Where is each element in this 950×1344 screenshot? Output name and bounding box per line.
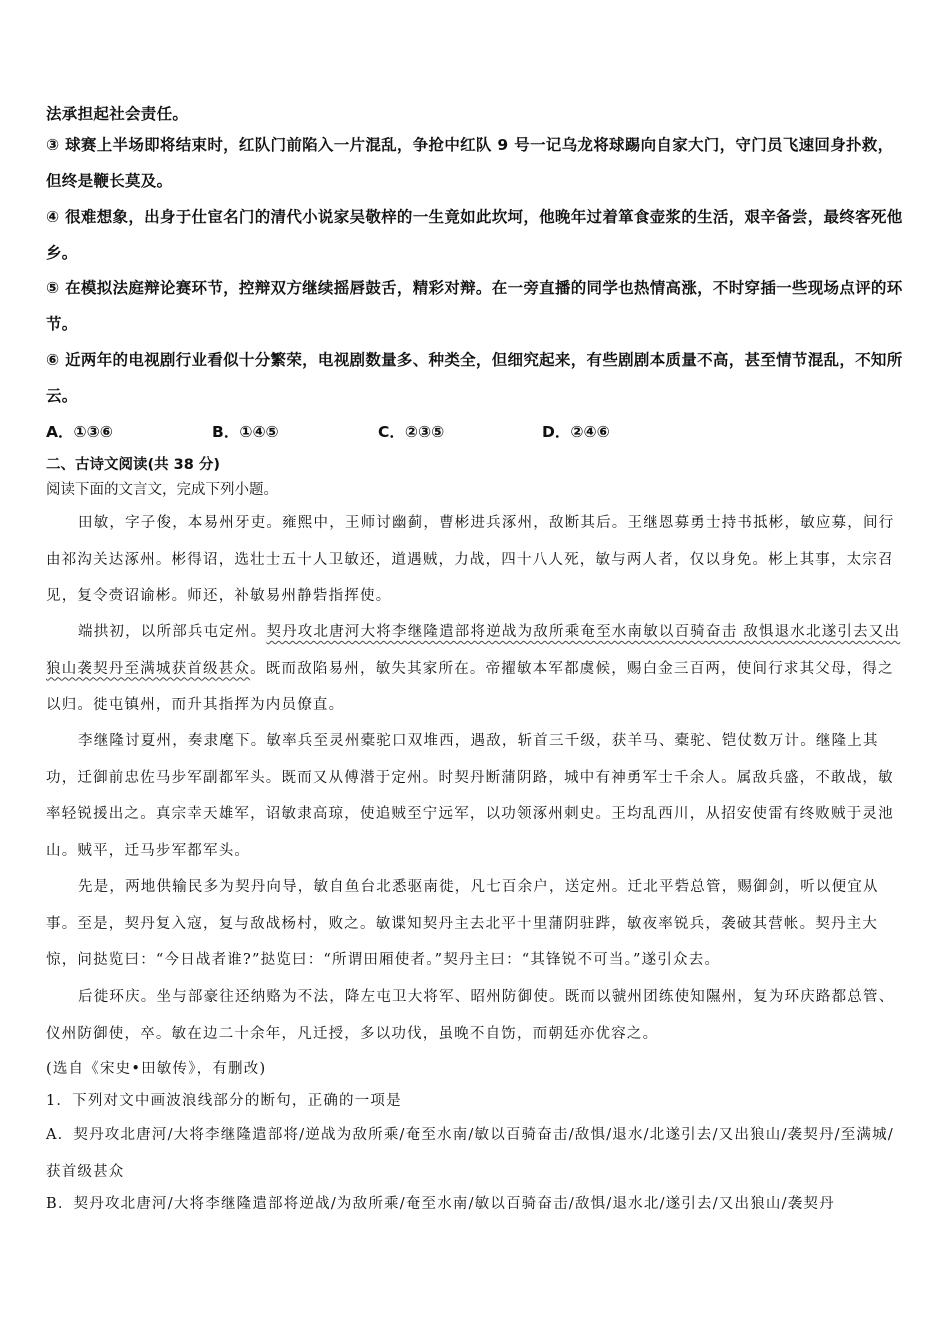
wavy-underlined-passage: 契丹攻北唐河大将李继隆遣部将逆战为敌所乘奄至水南敏以百骑奋击 敌惧退水北遂引去又出狼山袭契丹至满城获首级甚众 [46,624,901,677]
paragraph-2-rest: 。既而敌陷易州，敏失其家所在。帝擢敏本军都虞候，赐白金三百两，使间行求其父母，得之以归。徙屯镇州，而升其指挥为内员僚直。 [46,660,894,713]
paragraph-2-lead: 端拱初，以所部兵屯定州。 [78,624,267,640]
passage-paragraph-3: 李继隆讨夏州，奏隶麾下。敏率兵至灵州橐驼口双堆西，遇敌，斩首三千级，获羊马、橐驼、铠仗数万计。继隆上其功，迁御前忠佐马步军副都军头。既而又从傅潜于定州。时契丹断蒲阴路，城中有神勇军士千余人。属敌兵盛，不敢战，敏率轻锐援出之。真宗幸天雄军，诏敏隶高琼，使追贼至宁远军，以功领涿州刺史。王均乱西川，从招安使雷有终败贼于灵池山。贼平，迁马步军都军头。 [46,733,894,859]
question-option-a[interactable]: A．契丹攻北唐河/大将李继隆遣部将/逆战为敌所乘/奄至水南/敏以百骑奋击/敌惧/退水/北遂引去/又出狼山/袭契丹/至满城/获首级甚众 [46,1127,894,1180]
question-option-b[interactable]: B．契丹攻北唐河/大将李继隆遣部将逆战/为敌所乘/奄至水南/敏以百骑奋击/敌惧/退水北/遂引去/又出狼山/袭契丹 [46,1196,835,1212]
previous-item-tail: 法承担起社会责任。 [46,105,189,123]
sentence-item-3: ③ 球赛上半场即将结束时，红队门前陷入一片混乱，争抢中红队 9 号一记乌龙将球踢向自家大门，守门员飞速回身扑救，但终是鞭长莫及。 [46,136,894,190]
section-instruction: 阅读下面的文言文，完成下列小题。 [46,482,278,498]
passage-paragraph-5: 后徙环庆。坐与部豪往还纳赂为不法，降左屯卫大将军、昭州防御使。既而以虢州团练使知隰州，复为环庆路都总管、仪州防御使，卒。敏在边二十余年，凡迁授，多以功伐，虽晚不自饬，而朝廷亦优容之。 [46,989,895,1042]
passage-paragraph-1: 田敏，字子俊，本易州牙吏。雍熙中，王师讨幽蓟，曹彬进兵涿州，敌断其后。王继恩募勇士持书抵彬，敏应募，间行由祁沟关达涿州。彬得诏，选壮士五十人卫敏还，道遇贼，力战，四十八人死，敏与两人者，仅以身免。彬上其事，太宗召见，复令赍诏谕彬。师还，补敏易州静砦指挥使。 [46,515,895,604]
answer-choices [46,416,746,448]
choice-a[interactable]: A．①③⑥ [46,423,113,441]
passage-paragraph-4: 先是，两地供输民多为契丹向导，敏自鱼台北悉驱南徙，凡七百余户，送定州。迁北平砦总管，赐御剑，听以便宜从事。至是，契丹复入寇，复与敌战杨村，败之。敏谍知契丹主去北平十里蒲阴驻跸，敏夜率锐兵，袭破其营帐。契丹主大惊，问挞览曰：“今日战者谁?”挞览曰：“所谓田厢使者。”契丹主曰：“其锋锐不可当。”遂引众去。 [46,879,879,968]
sentence-item-4: ④ 很难想象，出身于仕宦名门的清代小说家吴敬梓的一生竟如此坎坷，他晚年过着箪食壶浆的生活，艰辛备尝，最终客死他乡。 [46,208,903,262]
sentence-item-5: ⑤ 在模拟法庭辩论赛环节，控辩双方继续摇唇鼓舌，精彩对辩。在一旁直播的同学也热情高涨，不时穿插一些现场点评的环节。 [46,279,903,333]
choice-b[interactable]: B．①④⑤ [212,423,279,441]
choice-c[interactable]: C．②③⑤ [378,423,445,441]
passage-paragraph-2 [46,614,908,724]
question-stem: 1．下列对文中画波浪线部分的断句，正确的一项是 [46,1093,402,1109]
section-heading: 二、古诗文阅读(共 38 分) [46,457,221,473]
sentence-item-6: ⑥ 近两年的电视剧行业看似十分繁荣，电视剧数量多、种类全，但细究起来，有些剧剧本质量不高，甚至情节混乱，不知所云。 [46,351,903,405]
passage-source: (选自《宋史•田敏传》，有删改) [46,1061,267,1077]
choice-d[interactable]: D．②④⑥ [542,423,610,441]
